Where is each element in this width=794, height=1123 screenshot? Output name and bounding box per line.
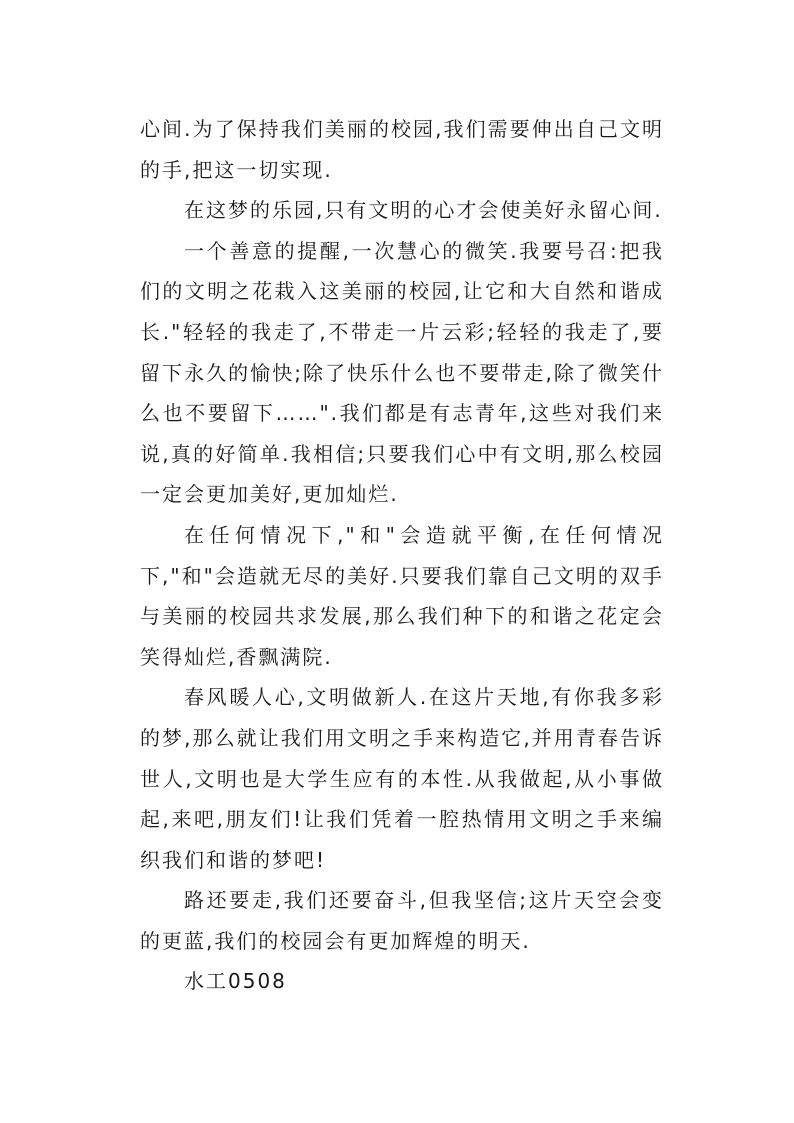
paragraph: 路还要走,我们还要奋斗,但我坚信;这片天空会变的更蓝,我们的校园会有更加辉煌的明天. (140, 888, 664, 953)
paragraph: 一个善意的提醒,一次慧心的微笑.我要号召:把我们的文明之花栽入这美丽的校园,让它和大自然和谐成长."轻轻的我走了,不带走一片云彩;轻轻的我走了,要留下永久的愉快;除了快乐什么也不要带走,除了微笑什么也不要留下……".我们都是有志青年,这些对我们来说,真的好简单.我相信;只要我们心中有文明,那么校园一定会更加美好,更加灿烂. (140, 238, 664, 507)
document-body (140, 109, 664, 1002)
paragraph: 春风暖人心,文明做新人.在这片天地,有你我多彩的梦,那么就让我们用文明之手来构造它,并用青春告诉世人,文明也是大学生应有的本性.从我做起,从小事做起,来吧,朋友们!让我们凭着一腔热情用文明之手来编织我们和谐的梦吧! (140, 685, 664, 872)
signature: 水工0508 (184, 969, 287, 994)
paragraph: 在任何情况下,"和"会造就平衡,在任何情况下,"和"会造就无尽的美好.只要我们靠自己文明的双手与美丽的校园共求发展,那么我们种下的和谐之花定会笑得灿烂,香飘满院. (140, 522, 664, 669)
paragraph-continuation: 心间.为了保持我们美丽的校园,我们需要伸出自己文明的手,把这一切实现. (140, 117, 664, 182)
paragraph: 在这梦的乐园,只有文明的心才会使美好永留心间. (184, 198, 663, 223)
